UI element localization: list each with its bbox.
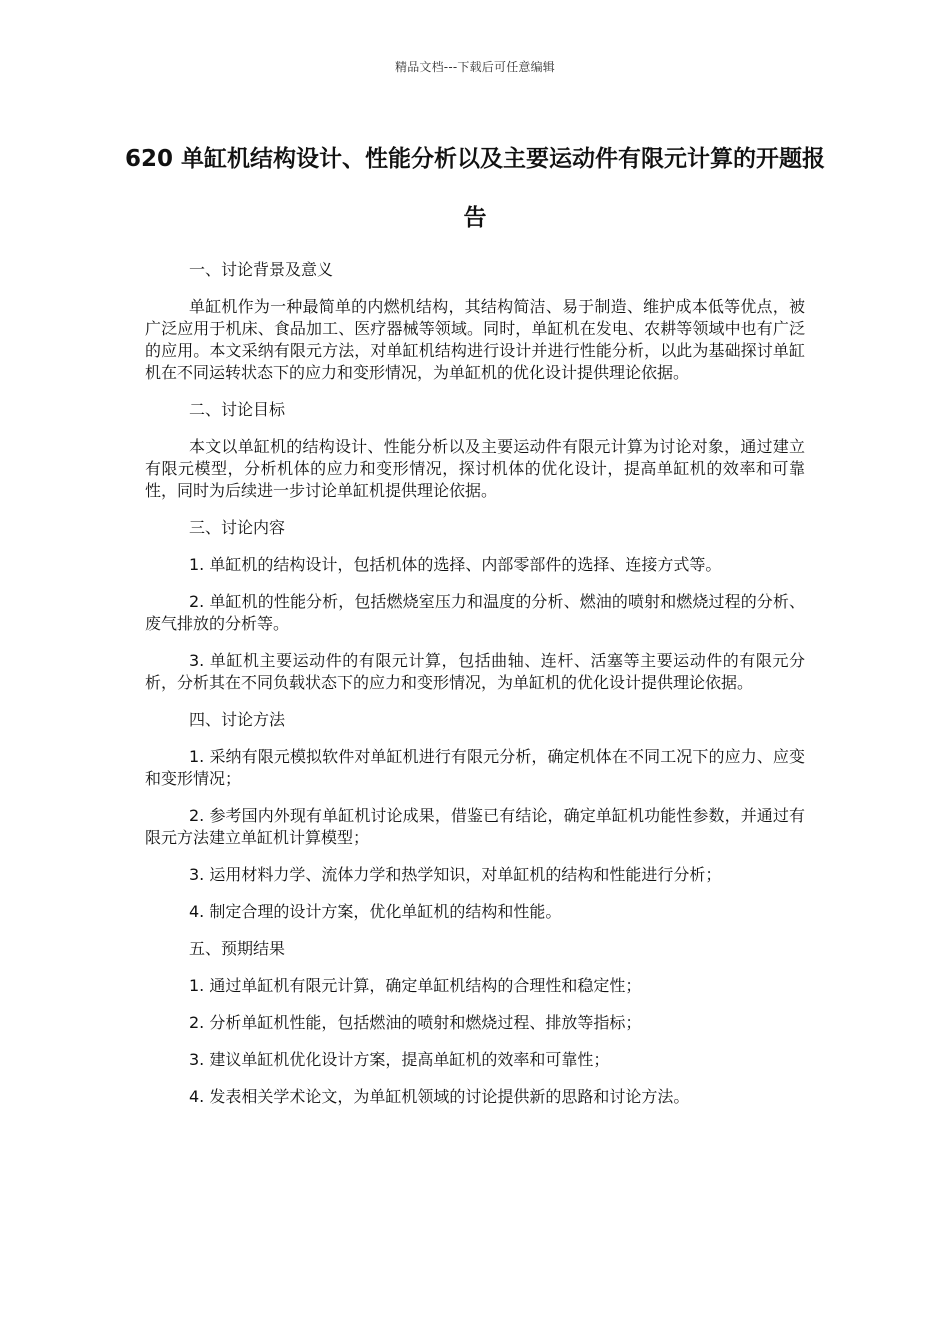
result-item-1: 1. 通过单缸机有限元计算，确定单缸机结构的合理性和稳定性； <box>189 976 642 995</box>
section-heading-expected-results: 五、预期结果 <box>189 939 286 958</box>
result-item-2: 2. 分析单缸机性能，包括燃油的喷射和燃烧过程、排放等指标； <box>189 1013 642 1032</box>
content-item-1: 1. 单缸机的结构设计，包括机体的选择、内部零部件的选择、连接方式等。 <box>189 555 722 574</box>
page-header-watermark: 精品文档---下载后可任意编辑 <box>395 60 555 74</box>
paragraph-background: 单缸机作为一种最简单的内燃机结构，其结构简洁、易于制造、维护成本低等优点，被广泛应用于机床、食品加工、医疗器械等领域。同时，单缸机在发电、农耕等领域中也有广泛的应用。本文采纳有限元方法，对单缸机结构进行设计并进行性能分析，以此为基础探讨单缸机在不同运转状态下的应力和变形情况，为单缸机的优化设计提供理论依据。 <box>145 297 805 382</box>
result-item-4: 4. 发表相关学术论文，为单缸机领域的讨论提供新的思路和讨论方法。 <box>189 1087 690 1106</box>
content-item-3: 3. 单缸机主要运动件的有限元计算，包括曲轴、连杆、活塞等主要运动件的有限元分析，分析其在不同负载状态下的应力和变形情况，为单缸机的优化设计提供理论依据。 <box>145 651 805 692</box>
content-item-2: 2. 单缸机的性能分析，包括燃烧室压力和温度的分析、燃油的喷射和燃烧过程的分析、废气排放的分析等。 <box>145 592 805 633</box>
method-item-4: 4. 制定合理的设计方案，优化单缸机的结构和性能。 <box>189 902 562 921</box>
section-heading-content: 三、讨论内容 <box>189 518 286 537</box>
method-item-1: 1. 采纳有限元模拟软件对单缸机进行有限元分析，确定机体在不同工况下的应力、应变和变形情况； <box>145 747 805 788</box>
method-item-2: 2. 参考国内外现有单缸机讨论成果，借鉴已有结论，确定单缸机功能性参数，并通过有限元方法建立单缸机计算模型； <box>145 806 805 847</box>
section-heading-methods: 四、讨论方法 <box>189 710 286 729</box>
method-item-3: 3. 运用材料力学、流体力学和热学知识，对单缸机的结构和性能进行分析； <box>189 865 722 884</box>
section-heading-goals: 二、讨论目标 <box>189 400 286 419</box>
paragraph-goals: 本文以单缸机的结构设计、性能分析以及主要运动件有限元计算为讨论对象，通过建立有限元模型，分析机体的应力和变形情况，探讨机体的优化设计，提高单缸机的效率和可靠性，同时为后续进一步讨论单缸机提供理论依据。 <box>145 437 805 500</box>
section-heading-background: 一、讨论背景及意义 <box>189 260 334 279</box>
result-item-3: 3. 建议单缸机优化设计方案，提高单缸机的效率和可靠性； <box>189 1050 610 1069</box>
document-title: 620 单缸机结构设计、性能分析以及主要运动件有限元计算的开题报告 <box>124 146 826 231</box>
document-body <box>145 259 805 1108</box>
